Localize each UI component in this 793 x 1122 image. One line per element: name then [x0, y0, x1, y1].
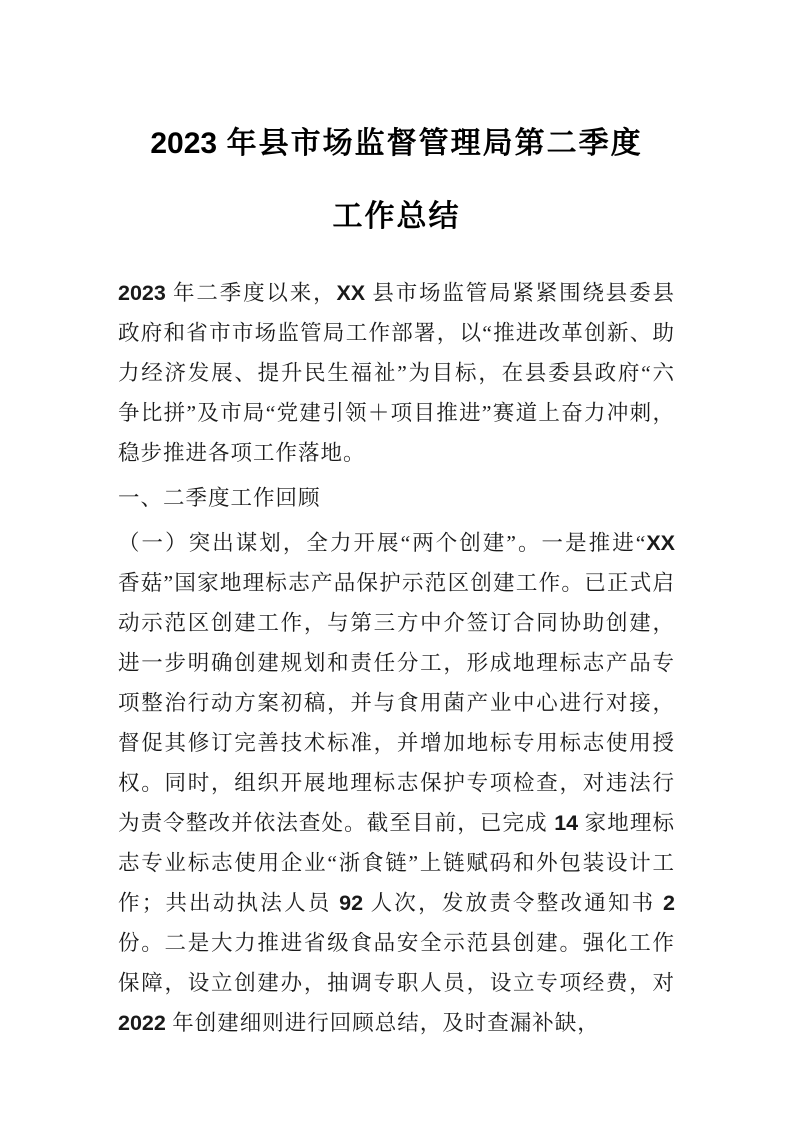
latin-text: 2023	[118, 281, 166, 306]
latin-text: XX	[646, 531, 675, 556]
latin-text: 2022	[118, 1011, 166, 1036]
latin-text: 14	[554, 811, 579, 836]
section-1-paragraph-1: （一）突出谋划，全力开展“两个创建”。一是推进“XX 香菇”国家地理标志产品保护示范区创建工作。已正式启动示范区创建工作，与第三方中介签订合同协助创建，进一步明确创建规划和责任分工，形成地理标志产品专项整治行动方案初稿，并与食用菌产业中心进行对接，督促其修订完善技术标准，并增加地标专用标志使用授权。同时，组织开展地理标志保护专项检查，对违法行为责令整改并依法查处。截至目前，已完成 14 家地理标志专业标志使用企业“浙食链”上链赋码和外包装设计工作；共出动执法人员 92 人次，发放责令整改通知书 2 份。二是大力推进省级食品安全示范县创建。强化工作保障，设立创建办，抽调专职人员，设立专项经费，对 2022 年创建细则进行回顾总结，及时查漏补缺，	[118, 531, 675, 1036]
latin-text: 2023	[150, 127, 218, 160]
document-title	[118, 107, 675, 253]
intro-paragraph: 2023 年二季度以来，XX 县市场监管局紧紧围绕县委县政府和省市市场监管局工作部署，以“推进改革创新、助力经济发展、提升民生福祉”为目标，在县委县政府“六争比拼”及市局“党建引领＋项目推进”赛道上奋力冲刺，稳步推进各项工作落地。	[118, 281, 675, 466]
section-heading-1: 一、二季度工作回顾	[118, 486, 321, 511]
document-title-line-2: 工作总结	[332, 200, 461, 233]
latin-text: 92	[339, 891, 364, 916]
document-title-line-1: 2023 年县市场监督管理局第二季度	[150, 127, 643, 160]
document-body	[118, 273, 675, 1043]
latin-text: 2	[663, 891, 675, 916]
latin-text: XX	[336, 281, 366, 306]
